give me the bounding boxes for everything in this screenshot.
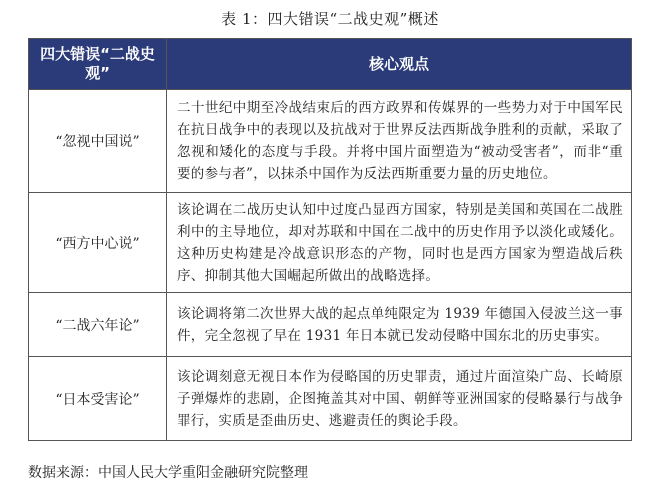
table-row xyxy=(29,90,632,193)
term-cell: “西方中心说” xyxy=(29,193,167,293)
term-cell: “二战六年论” xyxy=(29,293,167,357)
table-header-row xyxy=(29,39,632,90)
description-cell: 该论调刻意无视日本作为侵略国的历史罪责，通过片面渲染广岛、长崎原子弹爆炸的悲剧，企图掩盖其对中国、朝鲜等亚洲国家的侵略暴行与战争罪行，实质是歪曲历史、逃避责任的舆论手段。 xyxy=(167,357,632,441)
header-core-view: 核心观点 xyxy=(167,39,632,90)
data-source-note: 数据来源：中国人民大学重阳金融研究院整理 xyxy=(28,465,308,481)
term-cell: “日本受害论” xyxy=(29,357,167,441)
description-cell: 二十世纪中期至冷战结束后的西方政界和传媒界的一些势力对于中国军民在抗日战争中的表现以及抗战对于世界反法西斯战争胜利的贡献，采取了忽视和矮化的态度与手段。并将中国片面塑造为“被动受害者”，而非“重要的参与者”，以抹杀中国作为反法西斯重要力量的历史地位。 xyxy=(167,90,632,193)
summary-table xyxy=(28,38,632,441)
table-row xyxy=(29,193,632,293)
table-row xyxy=(29,357,632,441)
table-row xyxy=(29,293,632,357)
description-cell: 该论调在二战历史认知中过度凸显西方国家，特别是美国和英国在二战胜利中的主导地位，却对苏联和中国在二战中的历史作用予以淡化或矮化。这种历史构建是冷战意识形态的产物，同时也是西方国家为塑造战后秩序、抑制其他大国崛起所做出的战略选择。 xyxy=(167,193,632,293)
term-cell: “忽视中国说” xyxy=(29,90,167,193)
description-cell: 该论调将第二次世界大战的起点单纯限定为 1939 年德国入侵波兰这一事件，完全忽视了早在 1931 年日本就已发动侵略中国东北的历史事实。 xyxy=(167,293,632,357)
header-term: 四大错误“二战史观” xyxy=(29,39,167,90)
table-caption: 表 1：四大错误“二战史观”概述 xyxy=(221,10,439,28)
